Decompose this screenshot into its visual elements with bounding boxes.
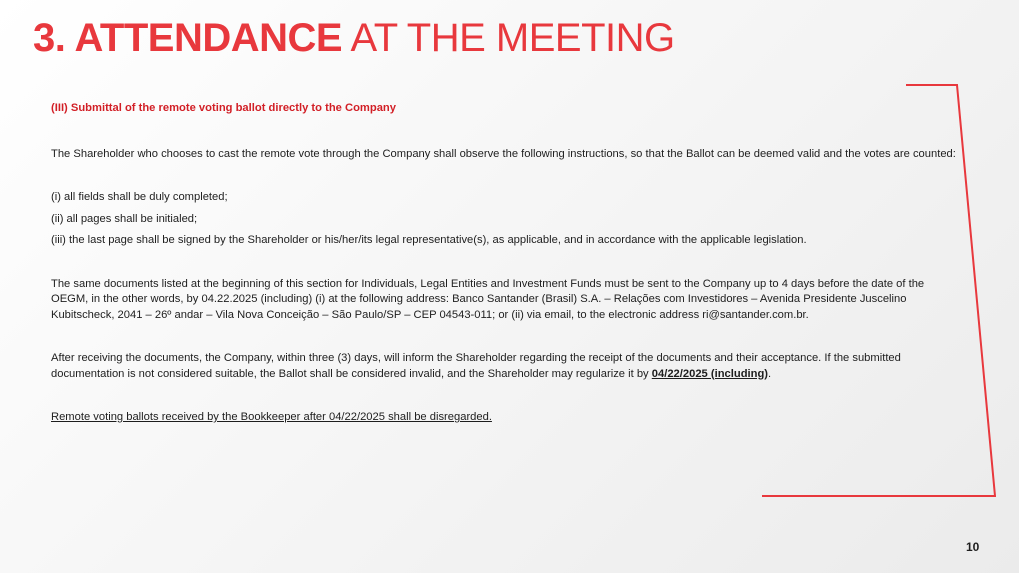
intro-paragraph: The Shareholder who chooses to cast the remote vote through the Company shall observe the following instructions, so that the Ballot can be deemed valid and the votes are counted: — [51, 147, 956, 160]
instruction-list — [51, 190, 963, 249]
receipt-end: . — [768, 367, 772, 380]
instruction-item: (ii) all pages shall be initialed; — [51, 212, 198, 225]
slide-title — [33, 14, 675, 62]
receipt-text: After receiving the documents, the Company, within three (3) days, will inform the Shareholder regarding the receipt of the documents and their acceptance. If the submitted documentation is not considered suitable, the Ballot shall be considered invalid, and the Shareholder may regularize it by — [51, 352, 901, 380]
slide-title-bold: 3. ATTENDANCE — [33, 16, 343, 60]
page-number: 10 — [966, 540, 980, 554]
instruction-item: (iii) the last page shall be signed by the Shareholder or his/her/its legal representative(s), as applicable, and in accordance with the applicable legislation. — [51, 234, 807, 246]
receipt-deadline: 04/22/2025 (including) — [651, 367, 769, 380]
disregard-note: Remote voting ballots received by the Bookkeeper after 04/22/2025 shall be disregarded. — [51, 411, 492, 423]
documents-paragraph: The same documents listed at the beginning of this section for Individuals, Legal Entities and Investment Funds must be sent to the Company up to 4 days before the date of the OEGM, in the other words, by 04.22.2025 (including) (i) at the following address: Banco Santander (Brasil) S.A. – Relações com Investidores – Avenida Presidente Juscelino Kubitscheck, 2041 – 26º andar – Vila Nova Conceição – São Paulo/SP – CEP 04543-011; or (ii) via email, to the electronic address ri@santander.com.br. — [51, 277, 925, 321]
section-subtitle: (III) Submittal of the remote voting ballot directly to the Company — [51, 102, 396, 114]
slide-title-light: AT THE MEETING — [350, 16, 675, 60]
instruction-item: (i) all fields shall be duly completed; — [51, 191, 228, 203]
receipt-paragraph — [51, 351, 963, 382]
slide-content — [51, 101, 963, 426]
